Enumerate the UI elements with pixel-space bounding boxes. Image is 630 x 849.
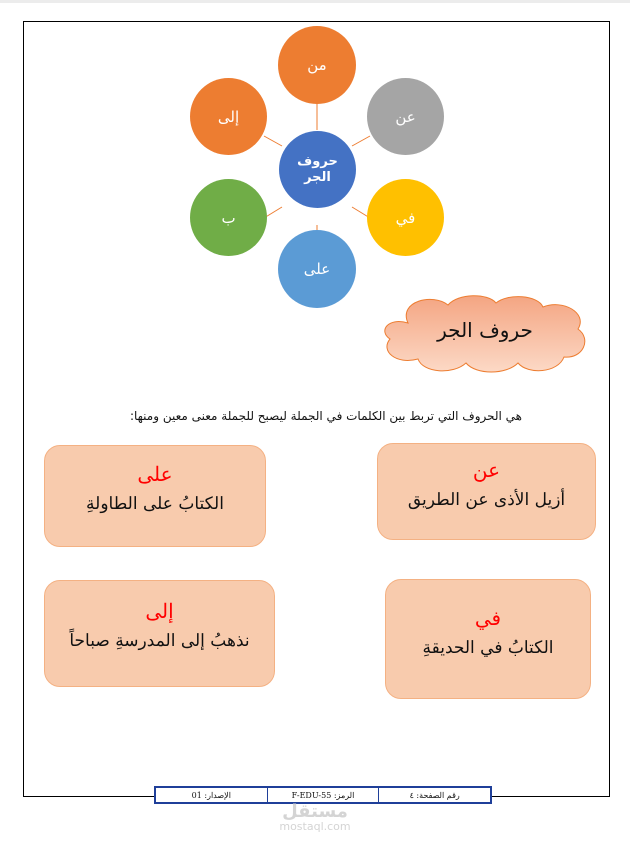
node-label: في [395, 208, 416, 227]
diagram-node-an [367, 78, 444, 155]
card-word: على [137, 462, 173, 486]
diagram-center-node [279, 131, 356, 208]
watermark-arabic: مستقل [282, 801, 348, 822]
card-example: الكتابُ على الطاولةِ [86, 494, 224, 514]
intro-text: هي الحروف التي تربط بين الكلمات في الجملة ليصبح للجملة معنى معين ومنها: [129, 409, 522, 423]
node-label: من [307, 56, 327, 74]
node-label: على [303, 260, 331, 278]
example-card-ila [44, 580, 275, 687]
title-cloud-label: حروف الجر [437, 318, 533, 342]
card-example: الكتابُ في الحديقةِ [422, 638, 554, 658]
node-label: ب [221, 208, 236, 227]
footer-version: الإصدار: 01 [191, 790, 231, 800]
card-example: أزيل الأذى عن الطريق [407, 490, 566, 510]
diagram-node-fi [367, 179, 444, 256]
card-word: عن [472, 458, 501, 482]
watermark [270, 803, 360, 833]
card-word: إلى [145, 599, 174, 623]
footer-page-number: رقم الصفحة: ٤ [378, 788, 490, 802]
node-label: عن [395, 107, 416, 126]
center-node-label: حروف الجر [297, 153, 338, 185]
diagram-node-ba [190, 179, 267, 256]
card-word: في [474, 606, 502, 630]
node-label: إلى [217, 107, 240, 126]
example-card-ala [44, 445, 266, 547]
footer-code: الرمز: F-EDU-55 [267, 788, 379, 802]
watermark-latin: mostaql.com [279, 820, 351, 833]
card-example: نذهبُ إلى المدرسةِ صباحاً [69, 631, 250, 651]
diagram-node-ila [190, 78, 267, 155]
diagram-node-min [278, 26, 356, 104]
example-card-an [377, 443, 596, 540]
example-card-fi [385, 579, 591, 699]
diagram-node-ala [278, 230, 356, 308]
